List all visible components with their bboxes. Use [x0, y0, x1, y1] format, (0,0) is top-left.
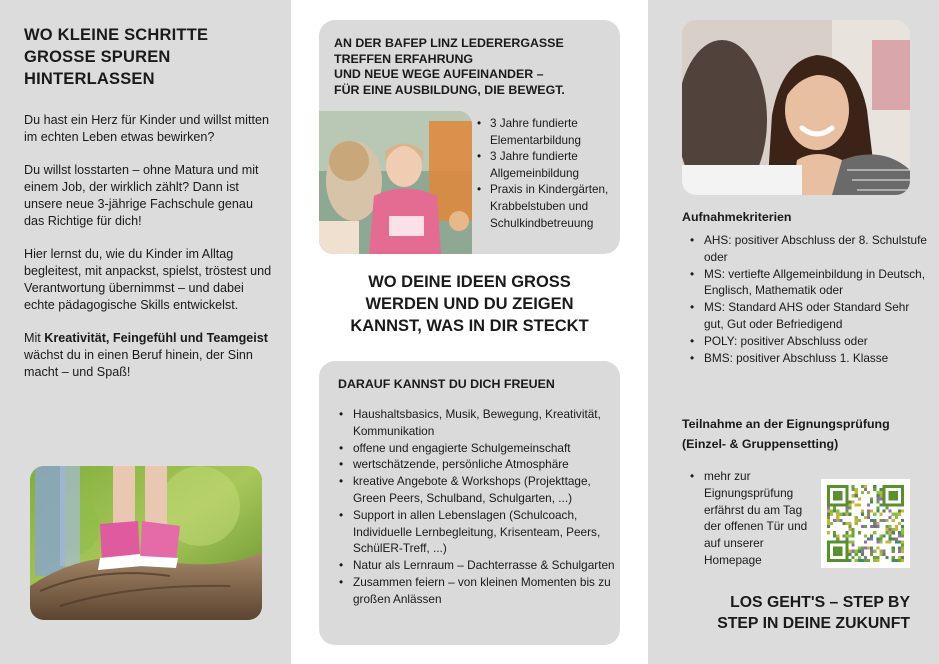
- training-heading-line: TREFFEN ERFAHRUNG: [334, 51, 474, 66]
- benefits-heading: DARAUF KANNST DU DICH FREUEN: [338, 377, 555, 391]
- skills-paragraph: Hier lernst du, wie du Kinder im Alltag begleitest, mit anpackst, spielst, tröstest und Verantwortung übernimmst – und dabei echte pädagogische Skills entwickelst.: [24, 247, 272, 312]
- criteria-list: [690, 232, 930, 366]
- list-item: • BMS: positiver Abschluss 1. Klasse: [690, 350, 930, 367]
- ideas-heading: [319, 271, 620, 337]
- closing-slogan: [682, 592, 910, 634]
- list-item: • Haushaltsbasics, Musik, Bewegung, Kreativität, Kommunikation: [338, 406, 616, 440]
- list-item: • offene und engagierte Schulgemeinschaft: [338, 440, 616, 457]
- list-item: • kreative Angebote & Workshops (Projekttage, Green Peers, Schulband, Schulgarten, ...): [338, 473, 616, 507]
- list-item: • mehr zur Eignungsprüfung erfährst du am Tag der offenen Tür und auf unserer Homepage: [690, 468, 820, 569]
- closing-line: LOS GEHT'S – STEP BY: [730, 594, 910, 611]
- middle-panel: [291, 0, 648, 664]
- qr-code-icon: [827, 485, 904, 562]
- training-heading-line: UND NEUE WEGE AUFEINANDER –: [334, 67, 544, 82]
- training-facts-list: [477, 116, 617, 232]
- photo-feet-on-log: [30, 466, 262, 620]
- list-item: • Support in allen Lebenslagen (Schulcoach, Individuelle Lernbegleitung, Krisenteam, Peers, SchülER-Treff, ...): [338, 507, 616, 557]
- ideas-heading-line: WO DEINE IDEEN GROSS: [368, 273, 571, 291]
- program-paragraph: Du willst losstarten – ohne Matura und mit einem Job, der wirklich zählt? Dann ist unsere neue 3-jährige Fachschule genau das Richtige für dich!: [24, 163, 259, 228]
- list-item: • Natur als Lernraum – Dachterrasse & Schulgarten: [338, 557, 616, 574]
- right-panel: [648, 0, 939, 664]
- list-item: • POLY: positiver Abschluss oder: [690, 333, 930, 350]
- ideas-heading-line: KANNST, WAS IN DIR STECKT: [350, 317, 589, 335]
- list-item: • Praxis in Kindergärten, Krabbelstuben und Schulkindbetreuung: [477, 182, 617, 232]
- list-item: • 3 Jahre fundierte Allgemeinbildung: [477, 149, 617, 182]
- training-heading: [334, 36, 614, 98]
- list-item: • 3 Jahre fundierte Elementarbildung: [477, 116, 617, 149]
- left-heading-line: HINTERLASSEN: [24, 70, 155, 88]
- benefits-list: [338, 406, 616, 608]
- list-item: • AHS: positiver Abschluss der 8. Schulstufe oder: [690, 232, 930, 266]
- list-item: • MS: vertiefte Allgemeinbildung in Deutsch, Englisch, Mathematik oder: [690, 266, 930, 300]
- ideas-heading-line: WERDEN UND DU ZEIGEN: [365, 295, 574, 313]
- qr-code[interactable]: [821, 479, 910, 568]
- photo-classroom: [319, 111, 472, 254]
- aptitude-heading-line: (Einzel- & Gruppensetting): [682, 437, 839, 451]
- photo-smiling-student: [682, 20, 910, 195]
- list-item: • MS: Standard AHS oder Standard Sehr gut, Gut oder Befriedigend: [690, 299, 930, 333]
- qualities-prefix: Mit: [24, 331, 45, 346]
- training-heading-line: AN DER BAFEP LINZ LEDERERGASSE: [334, 36, 564, 50]
- qualities-suffix: wächst du in einen Beruf hinein, der Sinn macht – und Spaß!: [24, 348, 253, 379]
- left-heading: [24, 24, 274, 90]
- training-card: [319, 20, 620, 254]
- list-item: • wertschätzende, persönliche Atmosphäre: [338, 456, 616, 473]
- criteria-heading: Aufnahmekriterien: [682, 210, 792, 224]
- left-panel: [0, 0, 291, 664]
- left-heading-line: WO KLEINE SCHRITTE: [24, 26, 209, 44]
- aptitude-test-list: [690, 468, 820, 569]
- aptitude-test-heading: [682, 414, 932, 454]
- qualities-highlight: Kreativität, Feingefühl und Teamgeist: [44, 331, 268, 346]
- closing-line: STEP IN DEINE ZUKUNFT: [717, 615, 910, 632]
- intro-paragraph: Du hast ein Herz für Kinder und willst mitten im echten Leben etwas bewirken?: [24, 113, 269, 144]
- list-item: • Zusammen feiern – von kleinen Momenten bis zu großen Anlässen: [338, 574, 616, 608]
- benefits-card: [319, 361, 620, 645]
- qualities-paragraph: [24, 330, 274, 380]
- left-body: [24, 112, 274, 398]
- training-heading-line: FÜR EINE AUSBILDUNG, DIE BEWEGT.: [334, 82, 565, 97]
- left-heading-line: GROSSE SPUREN: [24, 48, 171, 66]
- aptitude-heading-line: Teilnahme an der Eignungsprüfung: [682, 417, 890, 431]
